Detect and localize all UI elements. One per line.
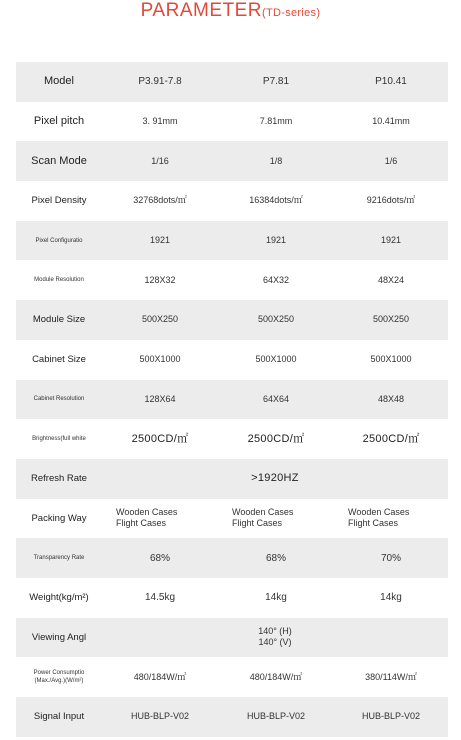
row-label: Cabinet Size <box>32 354 86 366</box>
row-label: Weight(kg/m²) <box>29 592 89 604</box>
table-row-refresh-rate <box>16 459 448 499</box>
table-row-model <box>16 62 448 102</box>
packing-line: Wooden Cases <box>348 507 410 518</box>
table-row-module-size <box>16 300 448 340</box>
cell-value: HUB-BLP-V02 <box>130 711 190 722</box>
angle-line: 140° (H) <box>258 626 292 637</box>
cell-value-merged <box>102 626 448 648</box>
title-series: (TD-series) <box>262 7 321 19</box>
table-row-signal-input <box>16 697 448 737</box>
cell-value: 64X64 <box>262 393 290 404</box>
cell-value: 480/184W/㎡ <box>249 671 303 682</box>
table-row-module-resolution <box>16 260 448 300</box>
row-label: Pixel pitch <box>33 115 85 128</box>
cell-value: 32768dots/㎡ <box>133 195 187 206</box>
cell-value: 68% <box>265 552 286 564</box>
cell-value: 128X32 <box>144 274 176 285</box>
packing-line: Flight Cases <box>348 518 399 529</box>
cell-value: 1/6 <box>384 155 398 166</box>
table-row-cabinet-size <box>16 340 448 380</box>
title-main: PARAMETER <box>140 0 263 21</box>
cell-value: 500X1000 <box>139 354 181 365</box>
table-row-scan-mode <box>16 141 448 181</box>
cell-value: 1/8 <box>269 155 283 166</box>
packing-line: Flight Cases <box>232 518 283 529</box>
table-row-power-consumption <box>16 657 448 697</box>
cell-value: 500X1000 <box>255 354 297 365</box>
cell-value: 1921 <box>380 235 402 246</box>
cell-value: 500X1000 <box>370 354 412 365</box>
page-title <box>0 0 461 22</box>
cell-value-merged: >1920HZ <box>251 472 299 485</box>
cell-value: HUB-BLP-V02 <box>246 711 306 722</box>
cell-value: P7.81 <box>262 76 290 88</box>
cell-value: 2500CD/㎡ <box>131 432 189 445</box>
cell-value: 14kg <box>380 592 402 604</box>
cell-value: 480/184W/㎡ <box>133 671 187 682</box>
row-label <box>16 669 102 685</box>
cell-value: 2500CD/㎡ <box>362 432 420 445</box>
cell-value: 68% <box>149 552 170 564</box>
row-label: Viewing Angl <box>31 631 87 643</box>
table-row-viewing-angle <box>16 618 448 658</box>
table-row-cabinet-resolution <box>16 380 448 420</box>
row-label: Module Size <box>32 314 86 326</box>
cell-value: 500X250 <box>141 314 179 325</box>
cell-value: 10.41mm <box>372 116 410 127</box>
cell-value <box>102 507 218 529</box>
row-label: Pixel Configuratio <box>35 237 83 244</box>
packing-line: Wooden Cases <box>116 507 178 518</box>
cell-value: 48X24 <box>377 274 405 285</box>
cell-value: 500X250 <box>257 314 295 325</box>
cell-value: 500X250 <box>372 314 410 325</box>
cell-value: P3.91-7.8 <box>138 76 182 88</box>
cell-value: 380/114W/㎡ <box>365 671 417 682</box>
packing-line: Wooden Cases <box>232 507 294 518</box>
label-line: Power Consumptio <box>33 670 85 677</box>
cell-value: 16384dots/㎡ <box>249 195 303 206</box>
cell-value: 2500CD/㎡ <box>247 432 305 445</box>
table-row-pixel-pitch <box>16 102 448 142</box>
parameter-table <box>16 62 448 737</box>
row-label: Pixel Density <box>31 195 87 207</box>
cell-value: 1921 <box>149 235 171 246</box>
row-label: Refresh Rate <box>31 473 87 485</box>
row-label: Packing Way <box>31 512 87 524</box>
cell-value: 1921 <box>265 235 287 246</box>
cell-value: 3. 91mm <box>142 116 178 127</box>
cell-value: 14.5kg <box>144 592 176 604</box>
row-label: Cabinet Resolution <box>33 396 85 403</box>
cell-value: P10.41 <box>375 76 407 88</box>
table-row-weight <box>16 578 448 618</box>
packing-line: Flight Cases <box>116 518 167 529</box>
table-row-transparency-rate <box>16 538 448 578</box>
table-row-packing-way <box>16 499 448 539</box>
cell-value: 7.81mm <box>259 116 293 127</box>
row-label: Transparency Rate <box>33 555 85 562</box>
cell-value: 64X32 <box>262 274 290 285</box>
cell-value: 128X64 <box>144 393 176 404</box>
row-label: Signal Input <box>33 711 85 723</box>
cell-value: 14kg <box>265 592 287 604</box>
cell-value: 48X48 <box>377 393 405 404</box>
cell-value: 9216dots/㎡ <box>366 195 416 206</box>
table-row-pixel-configuration <box>16 221 448 261</box>
cell-value: HUB-BLP-V02 <box>361 711 421 722</box>
table-row-pixel-density <box>16 181 448 221</box>
label-line: (Max./Avg.)(W/m²) <box>34 678 84 685</box>
cell-value <box>218 507 334 529</box>
row-label: Scan Mode <box>31 154 87 167</box>
angle-line: 140° (V) <box>258 637 292 648</box>
row-label: Module Resolution <box>34 277 84 284</box>
cell-value <box>334 507 448 529</box>
table-row-brightness <box>16 419 448 459</box>
cell-value: 1/16 <box>151 155 169 166</box>
row-label: Model <box>44 75 74 88</box>
cell-value: 70% <box>380 552 401 564</box>
row-label: Brightness(full white <box>32 436 86 443</box>
